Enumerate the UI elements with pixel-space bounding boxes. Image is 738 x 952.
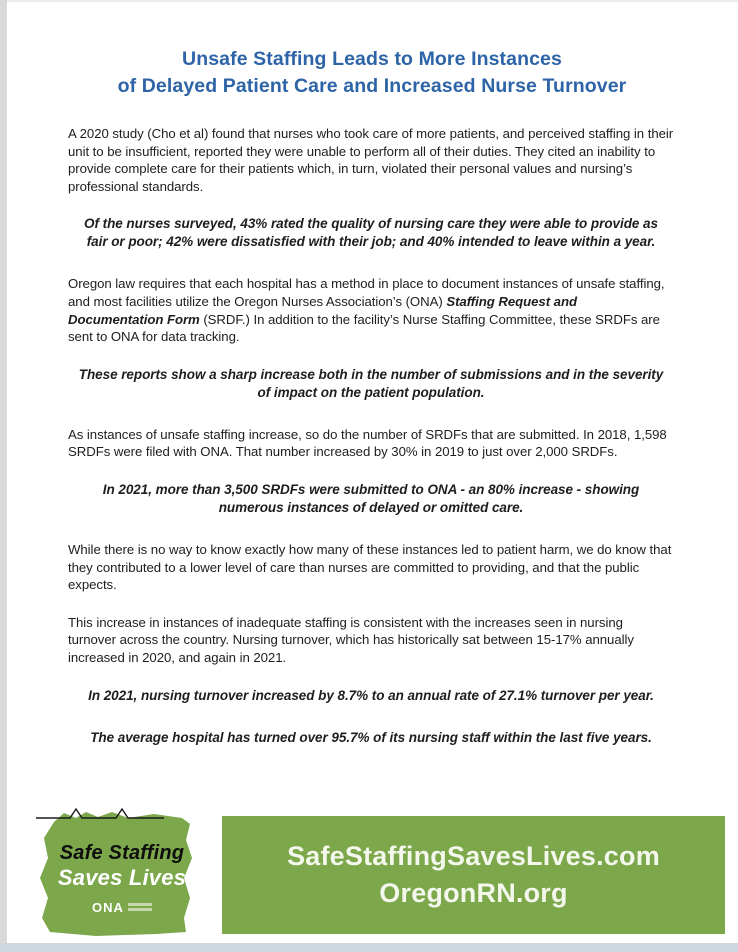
paragraph-oregon-law-part1: Oregon law requires that each hospital has a method in place to document instances of unsafe staffing, and most facilities utilize the Oregon Nurses Association’s (ONA) bbox=[68, 276, 665, 309]
callout-survey-stats: Of the nurses surveyed, 43% rated the quality of nursing care they were able to provide as fair or poor; 42% were dissatisfied with their job; and 40% intended to leave within a year. bbox=[84, 216, 658, 250]
banner-url-safestaffing: SafeStaffingSavesLives.com bbox=[287, 841, 660, 871]
logo-saves-lives-label: Saves Lives bbox=[57, 864, 187, 890]
paragraph-cho-study: A 2020 study (Cho et al) found that nurses who took care of more patients, and perceived staffing in their unit to be insufficient, reported they were unable to perform all of their duties. They cited an inability to provide complete care for their patients which, in turn, violated their personal values and nursing’s professional standards. bbox=[68, 126, 674, 194]
callout-hospital-turnover: The average hospital has turned over 95.7% of its nursing staff within the last five years. bbox=[90, 729, 652, 745]
callout-2021-srdfs: In 2021, more than 3,500 SRDFs were submitted to ONA - an 80% increase - showing numerous instances of delayed or omitted care. bbox=[102, 481, 640, 515]
page-title bbox=[46, 46, 698, 100]
footer-banner bbox=[222, 816, 725, 934]
callout-turnover-rate: In 2021, nursing turnover increased by 8.7% to an annual rate of 27.1% turnover per year. bbox=[88, 687, 654, 703]
page-edge-bottom bbox=[0, 943, 738, 952]
safe-staffing-logo-text bbox=[36, 806, 208, 942]
banner-url-oregonrn: OregonRN.org bbox=[379, 878, 568, 908]
page-title-line-1: Unsafe Staffing Leads to More Instances bbox=[182, 48, 562, 70]
ona-logo bbox=[92, 900, 152, 915]
ekg-heartbeat-icon bbox=[36, 807, 164, 823]
document-body bbox=[68, 125, 674, 747]
page-edge-left bbox=[0, 0, 7, 944]
page-title-line-2: of Delayed Patient Care and Increased Nurse Turnover bbox=[117, 75, 627, 97]
paragraph-srdf-counts: As instances of unsafe staffing increase, so do the number of SRDFs that are submitted. In 2018, 1,598 SRDFs were filed with ONA. That number increased by 30% in 2019 to just over 2,000 SRDFs. bbox=[68, 426, 667, 460]
paragraph-oregon-law-part2: (SRDF.) In addition to the facility’s Nurse Staffing Committee, these SRDFs are sent to ONA for data tracking. bbox=[68, 311, 660, 345]
srdf-form-name: Staffing Request and Documentation Form bbox=[68, 293, 577, 327]
logo-safe-staffing-label: Safe Staffing bbox=[59, 841, 185, 864]
paragraph-turnover-trend: This increase in instances of inadequate staffing is consistent with the increases seen in nursing turnover across the country. Nursing turnover, which has historically sat between 15-17% annually increased in 2020, and again in 2021. bbox=[68, 614, 634, 665]
paragraph-patient-harm: While there is no way to know exactly how many of these instances led to patient harm, we do know that they contributed to a lower level of care than nurses are committed to providing, and that the public expects. bbox=[68, 541, 672, 593]
paragraph-oregon-law bbox=[68, 275, 674, 345]
callout-sharp-increase: These reports show a sharp increase both in the number of submissions and in the severity of impact on the patient population. bbox=[78, 366, 664, 400]
safe-staffing-logo bbox=[36, 806, 208, 942]
ona-logo-text: ONA bbox=[92, 899, 124, 915]
ona-smallprint-bars bbox=[128, 903, 152, 911]
page-edge-top bbox=[7, 0, 738, 2]
